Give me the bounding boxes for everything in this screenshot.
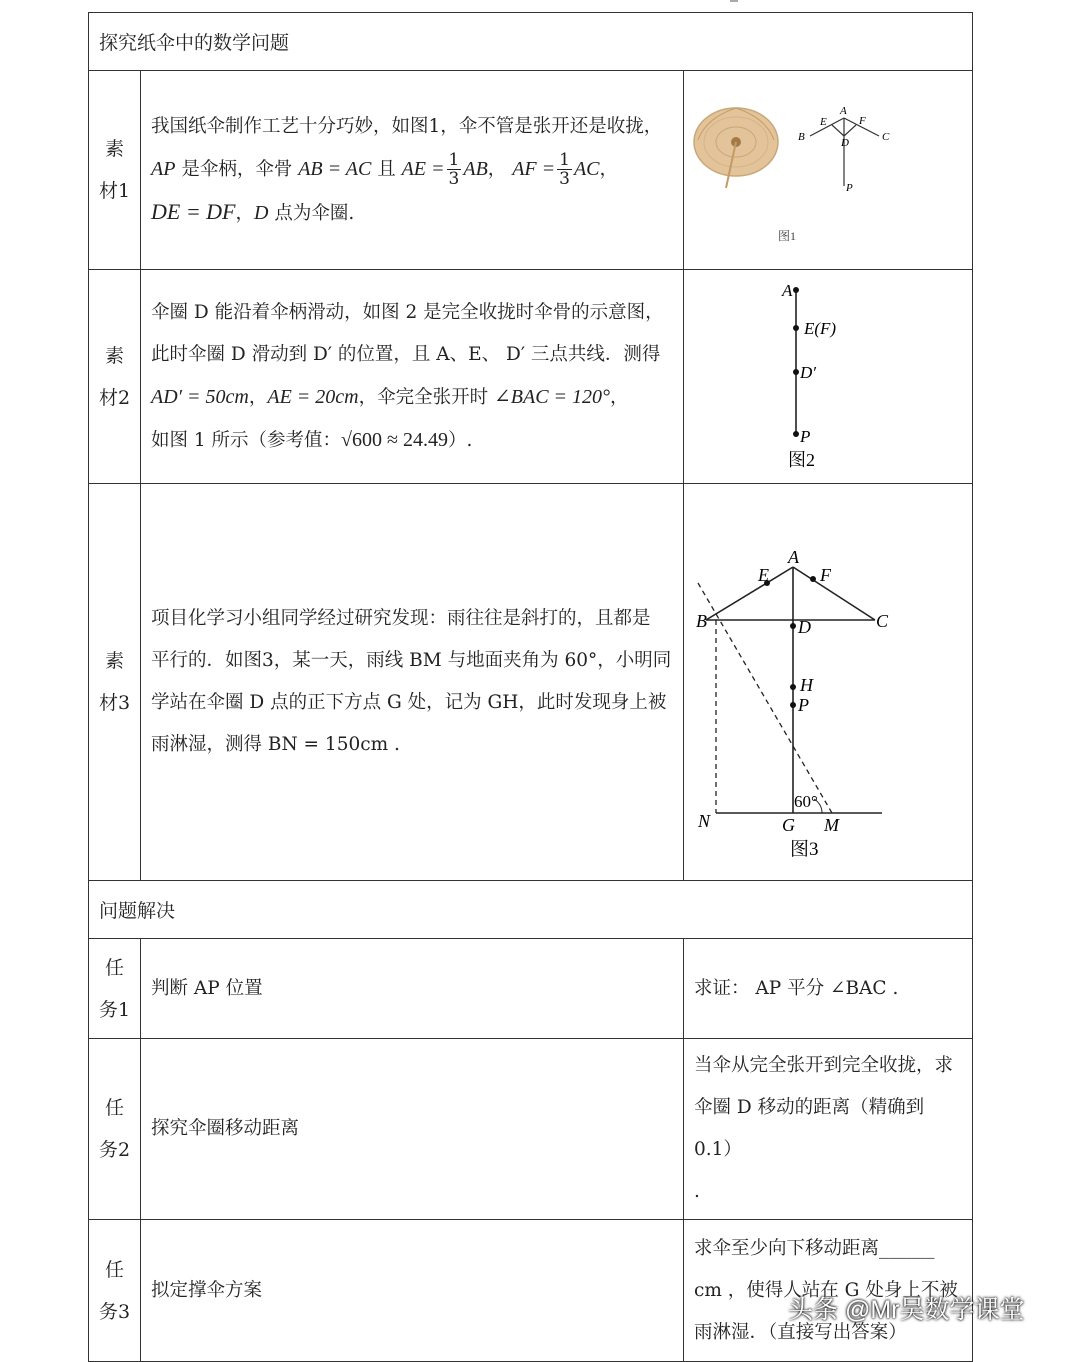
watermark: 头条 @Mr吴数学课堂	[788, 1296, 1025, 1324]
fraction-one-third: $\frac{1}{3}$	[448, 150, 460, 189]
material2-label: 素 材2	[89, 270, 141, 484]
svg-text:E(F): E(F)	[804, 318, 837, 338]
svg-text:C: C	[882, 131, 890, 143]
material1-text: 我国纸伞制作工艺十分巧妙，如图1，伞不管是张开还是收拢， AP 是伞柄，伞骨 AB = AC 且 AE = $\frac{1}{3}$ AB， AF = $\frac{1}{3}$ AC， DE = DF，D 点为伞圈.	[141, 71, 684, 270]
svg-text:C: C	[876, 611, 889, 631]
material1-row	[89, 71, 973, 270]
solve-header-row	[89, 881, 973, 939]
task1-right: 求证： AP 平分 ∠BAC .	[684, 939, 973, 1039]
material2-text: 伞圈 D 能沿着伞柄滑动，如图 2 是完全收拢时伞骨的示意图， 此时伞圈 D 滑动到 D′ 的位置，且 A、E、 D′ 三点共线．测得 AD′ = 50cm，AE = 20cm，伞完全张开时 ∠BAC = 120°， 如图 1 所示（参考值：√600 ≈ 24.49）.	[141, 270, 684, 484]
svg-text:D: D	[798, 617, 811, 637]
top-mark	[730, 0, 738, 2]
title-row	[89, 13, 973, 71]
figure1-caption: 图1	[778, 229, 797, 243]
umbrella-photo	[694, 108, 778, 188]
svg-text:60°: 60°	[794, 792, 818, 811]
figure3-cell	[684, 484, 973, 881]
material3-row	[89, 484, 973, 881]
fraction-one-third-2: $\frac{1}{3}$	[559, 150, 570, 189]
task2-right: 当伞从完全张开到完全收拢，求 伞圈 D 移动的距离（精确到 0.1） .	[684, 1039, 973, 1220]
task3-right: 求伞至少向下移动距离______ cm ，使得人站在 G 处身上不被 雨淋湿．（直接写出答案）	[684, 1220, 973, 1362]
svg-text:F: F	[859, 115, 866, 127]
svg-text:P: P	[798, 695, 809, 715]
figure2-cell	[684, 270, 973, 484]
stretcher-FD	[844, 125, 856, 136]
stretcher-ED	[832, 125, 844, 136]
task3-middle: 拟定撑伞方案	[141, 1220, 684, 1362]
task1-label: 任 务1	[89, 939, 141, 1039]
figure2	[686, 272, 970, 478]
task2-row	[89, 1039, 973, 1220]
solve-title: 问题解决	[89, 881, 973, 939]
material1-label: 素 材1	[89, 71, 141, 270]
figure3	[686, 485, 970, 875]
task1-row	[89, 939, 973, 1039]
rib-AB	[810, 118, 844, 136]
task1-middle: 判断 AP 位置	[141, 939, 684, 1039]
task2-middle: 探究伞圈移动距离	[141, 1039, 684, 1220]
svg-text:E: E	[820, 116, 827, 128]
task3-label: 任 务3	[89, 1220, 141, 1362]
svg-text:P: P	[800, 426, 811, 446]
figure1-cell	[684, 71, 973, 270]
worksheet-table	[88, 12, 973, 1362]
figure3-caption: 图3	[790, 839, 819, 860]
svg-text:D′: D′	[800, 362, 816, 382]
svg-text:B: B	[696, 611, 707, 631]
material1-formula-line: AP 是伞柄，伞骨 AB = AC 且 AE = $\frac{1}{3}$ AB， AF = $\frac{1}{3}$ AC，	[151, 150, 619, 189]
task2-label: 任 务2	[89, 1039, 141, 1220]
svg-text:D: D	[841, 137, 849, 149]
svg-text:A: A	[788, 547, 799, 567]
svg-text:F: F	[820, 565, 831, 585]
material3-label: 素 材3	[89, 484, 141, 881]
svg-text:M: M	[824, 815, 839, 835]
svg-text:N: N	[698, 811, 711, 831]
svg-text:G: G	[782, 815, 795, 835]
svg-text:P: P	[846, 182, 853, 194]
svg-text:A: A	[840, 105, 847, 117]
svg-text:B: B	[798, 131, 805, 143]
svg-text:H: H	[800, 675, 813, 695]
svg-text:E: E	[758, 565, 769, 585]
figure1	[686, 78, 970, 258]
worksheet-title: 探究纸伞中的数学问题	[89, 13, 973, 71]
figure2-caption: 图2	[788, 449, 815, 470]
svg-text:A: A	[782, 280, 793, 300]
material3-text: 项目化学习小组同学经过研究发现：雨往往是斜打的，且都是 平行的．如图3，某一天，雨线 BM 与地面夹角为 60°，小明同 学站在伞圈 D 点的正下方点 G 处，记为 GH，此时发现身上被 雨淋湿，测得 BN = 150cm .	[141, 484, 684, 881]
material2-row	[89, 270, 973, 484]
